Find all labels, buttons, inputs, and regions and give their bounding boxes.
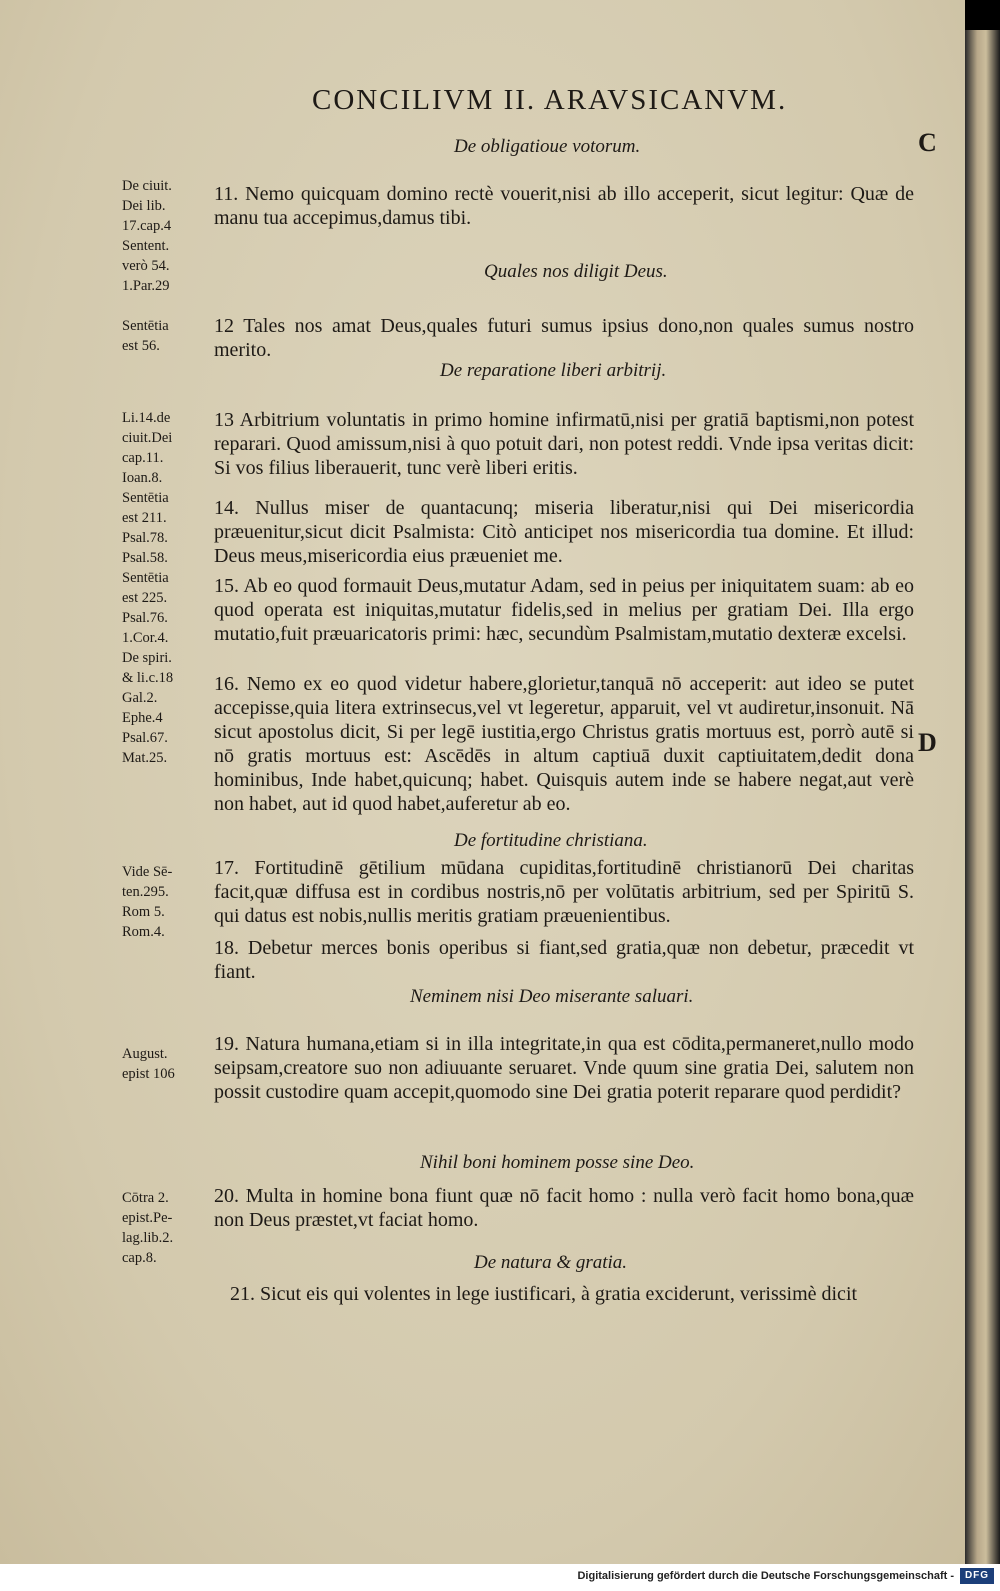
section-heading: Neminem nisi Deo miserante saluari. [410, 986, 694, 1007]
section-heading: De natura & gratia. [474, 1252, 628, 1273]
footer-credit: Digitalisierung gefördert durch die Deutsche Forschungsgemeinschaft - [577, 1570, 954, 1582]
margin-line: Vide Sē- [122, 864, 173, 880]
margin-note [122, 316, 210, 356]
paragraph-13: 13 Arbitrium voluntatis in primo homine infirmatū,nisi per gratiā baptismi,non potest reparari. Quod amissum,nisi à quo potuit dari, non potest reddi. Vnde ipsa veritas dicit: Si vos filius liberauerit, tunc verè liberi eritis. [214, 409, 914, 479]
section-marker-c: C [918, 128, 937, 157]
paragraph-16: 16. Nemo ex eo quod videtur habere,glorietur,tanquā nō acceperit: aut ideo se putet accepisse,quia litera extrinsecus,vel vt legeretur, apparuit, vel vt audiretur,insonuit. Nā sicut apostolus dicit, Si per legē iustitia,ergo Christus gratis mortuus est, porrò autē si nō gratis mortuus est: Ascēdēs in altum captiuā duxit captiuitatem,dedit dona hominibus, Inde habet,quicunq; habet. Quisquis autem inde se habere negat,aut verè non habet, aut id quod habet,auferetur ab eo. [214, 673, 914, 815]
margin-line: est 211. [122, 510, 167, 526]
margin-line: Sentētia [122, 490, 169, 506]
paragraph-20: 20. Multa in homine bona fiunt quæ nō facit homo : nulla verò facit homo bona,quæ non Deus præstet,vt faciat homo. [214, 1185, 914, 1231]
margin-note [122, 408, 210, 768]
section-marker-d: D [918, 728, 937, 757]
margin-line: epist 106 [122, 1066, 175, 1082]
margin-line: Dei lib. [122, 198, 166, 214]
margin-note [122, 862, 210, 942]
paragraph-11: 11. Nemo quicquam domino rectè vouerit,nisi ab illo acceperit, sicut legitur: Quæ de manu tua accepimus,damus tibi. [214, 183, 914, 229]
margin-line: Psal.76. [122, 610, 168, 626]
margin-line: verò 54. [122, 258, 170, 274]
margin-line: ciuit.Dei [122, 430, 173, 446]
margin-line: De ciuit. [122, 178, 172, 194]
margin-line: Li.14.de [122, 410, 171, 426]
margin-line: 1.Cor.4. [122, 630, 169, 646]
paragraph-19: 19. Natura humana,etiam si in illa integritate,in qua est cōdita,permaneret,nullo modo seipsam,creatore suo non adiuuante seruaret. Vnde quum sine gratia Dei, salutem non possit custodire quam accepit,quomodo sine Dei gratia poterit reparare quod perdidit? [214, 1033, 914, 1103]
margin-line: Ioan.8. [122, 470, 163, 486]
margin-line: Sentētia [122, 570, 169, 586]
margin-line: Ephe.4 [122, 710, 163, 726]
margin-line: Rom.4. [122, 924, 165, 940]
footer-bar [0, 1564, 1000, 1591]
margin-line: ten.295. [122, 884, 169, 900]
margin-line: Rom 5. [122, 904, 165, 920]
section-heading: De fortitudine christiana. [454, 830, 648, 851]
margin-line: Gal.2. [122, 690, 158, 706]
book-spine [965, 30, 1000, 1564]
margin-note [122, 1188, 210, 1268]
running-header: CONCILIVM II. ARAVSICANVM. [312, 84, 788, 116]
section-heading: De reparatione liberi arbitrij. [440, 360, 667, 381]
margin-line: epist.Pe- [122, 1210, 173, 1226]
section-heading: Nihil boni hominem posse sine Deo. [420, 1152, 695, 1173]
margin-line: cap.11. [122, 450, 164, 466]
margin-line: De spiri. [122, 650, 172, 666]
margin-line: 17.cap.4 [122, 218, 172, 234]
margin-line: Mat.25. [122, 750, 168, 766]
margin-line: lag.lib.2. [122, 1230, 174, 1246]
margin-line: Psal.58. [122, 550, 168, 566]
paragraph-21: 21. Sicut eis qui volentes in lege iustificari, à gratia exciderunt, verissimè dicit [230, 1283, 858, 1305]
margin-line: August. [122, 1046, 168, 1062]
section-heading: Quales nos diligit Deus. [484, 261, 668, 282]
section-heading: De obligatioue votorum. [454, 136, 641, 157]
margin-line: Cōtra 2. [122, 1190, 169, 1206]
paragraph-12: 12 Tales nos amat Deus,quales futuri sumus ipsius dono,non quales sumus nostro merito. [214, 315, 914, 361]
paragraph-14: 14. Nullus miser de quantacunq; miseria liberatur,nisi qui Dei misericordia præuenitur,sicut dicit Psalmista: Citò anticipet nos misericordia tua domine. Et illud: Deus meus,misericordia eius præueniet me. [214, 497, 914, 567]
margin-line: Psal.67. [122, 730, 168, 746]
paragraph-17: 17. Fortitudinē gētilium mūdana cupiditas,fortitudinē christianorū Dei charitas facit,quæ diffusa est in cordibus nostris,nō per volūtatis arbitrium, sed per Spiritū S. qui datus est nobis,nullis meritis gratiam præuenientibus. [214, 857, 914, 927]
margin-line: cap.8. [122, 1250, 157, 1266]
dfg-logo-icon: DFG [960, 1568, 994, 1584]
margin-line: Sentent. [122, 238, 170, 254]
margin-line: est 56. [122, 338, 160, 354]
paragraph-15: 15. Ab eo quod formauit Deus,mutatur Adam, sed in peius per iniquitatem suam: ab eo quod operata est iniquitas,mutatur fidelis,sed in melius per gratiam Dei. Illa ergo mutatio,fuit præuaricatoris primi: hæc, secundùm Psalmistam,mutatio dexteræ excelsi. [214, 575, 914, 645]
paragraph-18: 18. Debetur merces bonis operibus si fiant,sed gratia,quæ non debetur, præcedit vt fiant. [214, 937, 914, 983]
margin-line: 1.Par.29 [122, 278, 170, 294]
margin-line: & li.c.18 [122, 670, 174, 686]
margin-note [122, 1044, 210, 1084]
margin-line: Sentētia [122, 318, 169, 334]
margin-note [122, 176, 210, 296]
margin-line: est 225. [122, 590, 168, 606]
margin-line: Psal.78. [122, 530, 168, 546]
